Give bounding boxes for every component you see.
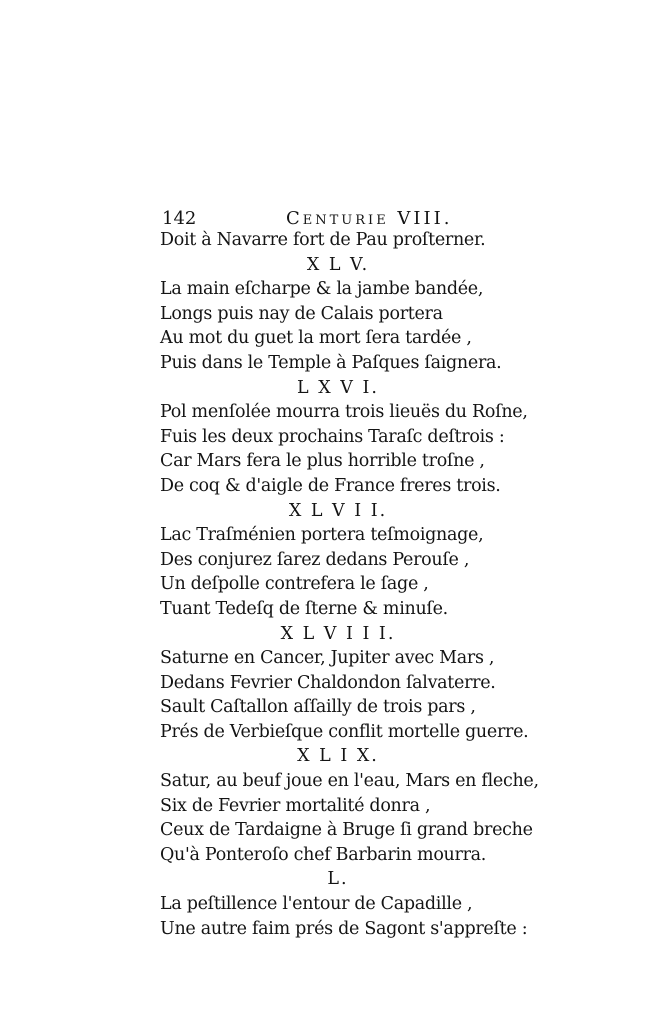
verse-line: Au mot du guet la mort ſera tardée , <box>160 328 472 349</box>
quatrain-numeral: X L V I I I. <box>280 623 396 644</box>
quatrain-numeral: X L V I I. <box>288 500 388 521</box>
running-head: Centurie VIII. <box>286 208 453 229</box>
verse-line: Puis dans le Temple à Paſques ſaignera. <box>160 352 502 373</box>
verse-line: Saturne en Cancer, Jupiter avec Mars , <box>160 648 495 669</box>
verse-line: La main eſcharpe & la jambe bandée, <box>160 279 484 300</box>
verse-line: Un deſpolle contrefera le ſage , <box>160 574 429 595</box>
verse-line: Des conjurez ſarez dedans Perouſe , <box>160 549 470 570</box>
verse-line: Sault Caſtallon aſſailly de trois pars , <box>160 697 476 718</box>
verse-line: Prés de Verbieſque conflit mortelle guerre. <box>160 721 529 742</box>
verse-line: Qu'à Ponteroſo chef Barbarin mourra. <box>160 844 487 865</box>
quatrain-numeral: X L V. <box>306 254 370 275</box>
verse-line: Fuis les deux prochains Taraſc deſtrois : <box>160 426 505 447</box>
verse-line: Tuant Tedeſq de ſterne & minuſe. <box>160 598 448 619</box>
quatrain-numeral: L. <box>327 869 349 890</box>
verse-line: Pol menſolée mourra trois lieuës du Roſne, <box>160 402 528 423</box>
verse-line: Ceux de Tardaigne à Bruge ſi grand breche <box>160 820 533 841</box>
verse-line: Doit à Navarre fort de Pau proſterner. <box>160 230 486 250</box>
verse-line: Dedans Fevrier Chaldondon ſalvaterre. <box>160 672 496 693</box>
page-number: 142 <box>162 208 197 229</box>
verse-line: Une autre faim prés de Sagont s'appreſte : <box>160 918 528 939</box>
text-block <box>160 228 539 941</box>
verse-line: Lac Traſménien portera teſmoignage, <box>160 525 484 546</box>
verse-line: Longs puis nay de Calais portera <box>160 303 443 324</box>
verse-line: Car Mars fera le plus horrible troſne , <box>160 451 485 472</box>
verse-line: La peſtillence l'entour de Capadille , <box>160 894 473 915</box>
verse-line: De coq & d'aigle de France freres trois. <box>160 475 501 496</box>
quatrain-numeral: X L I X. <box>297 746 379 767</box>
verse-line: Six de Fevrier mortalité donra , <box>160 795 431 816</box>
verse-line: Satur, au beuf joue en l'eau, Mars en fleche, <box>160 771 539 792</box>
quatrain-numeral: L X V I. <box>297 377 379 398</box>
